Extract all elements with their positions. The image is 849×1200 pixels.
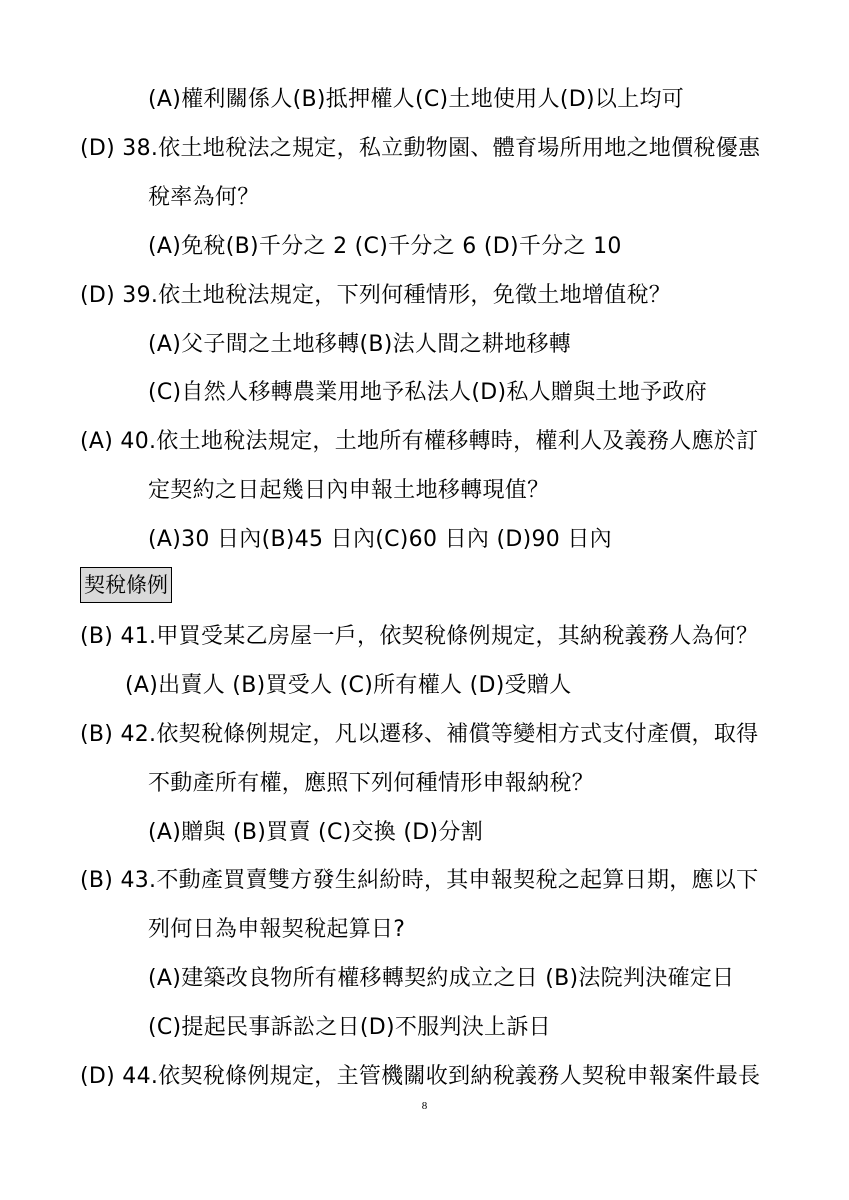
option-line: (A)免稅(B)千分之 2 (C)千分之 6 (D)千分之 10	[148, 234, 622, 259]
question-line: (B) 42.依契稅條例規定，凡以遷移、補償等變相方式支付產價，取得	[80, 722, 759, 747]
page-number: 8	[421, 1100, 428, 1112]
option-line: (A)出賣人 (B)買受人 (C)所有權人 (D)受贈人	[125, 673, 572, 698]
question-line: (A) 40.依土地稅法規定，土地所有權移轉時，權利人及義務人應於訂	[80, 429, 759, 454]
question-continuation: 定契約之日起幾日內申報土地移轉現值？	[148, 478, 550, 503]
question-continuation: 列何日為申報契稅起算日?	[148, 917, 406, 942]
question-line: (D) 44.依契稅條例規定，主管機關收到納稅義務人契稅申報案件最長	[80, 1064, 761, 1089]
question-line: (D) 38.依土地稅法之規定，私立動物園、體育場所用地之地價稅優惠	[80, 136, 761, 161]
option-line: (C)自然人移轉農業用地予私法人(D)私人贈與土地予政府	[148, 380, 708, 405]
option-line: (A)建築改良物所有權移轉契約成立之日 (B)法院判決確定日	[148, 966, 735, 991]
question-line: (B) 41.甲買受某乙房屋一戶，依契稅條例規定，其納稅義務人為何？	[80, 624, 759, 649]
question-continuation: 稅率為何？	[148, 185, 260, 210]
option-line: (A)父子間之土地移轉(B)法人間之耕地移轉	[148, 332, 572, 357]
question-line: (B) 43.不動產買賣雙方發生糾紛時，其申報契稅之起算日期，應以下	[80, 868, 759, 893]
option-line: (A)權利關係人(B)抵押權人(C)土地使用人(D)以上均可	[148, 87, 685, 112]
section-heading: 契稅條例	[80, 567, 172, 603]
option-line: (A)贈與 (B)買賣 (C)交換 (D)分割	[148, 820, 483, 845]
option-line: (A)30 日內(B)45 日內(C)60 日內 (D)90 日內	[148, 527, 612, 552]
question-line: (D) 39.依土地稅法規定，下列何種情形，免徵土地增值稅？	[80, 283, 672, 308]
option-line: (C)提起民事訴訟之日(D)不服判決上訴日	[148, 1015, 551, 1040]
question-continuation: 不動產所有權，應照下列何種情形申報納稅？	[148, 771, 595, 796]
